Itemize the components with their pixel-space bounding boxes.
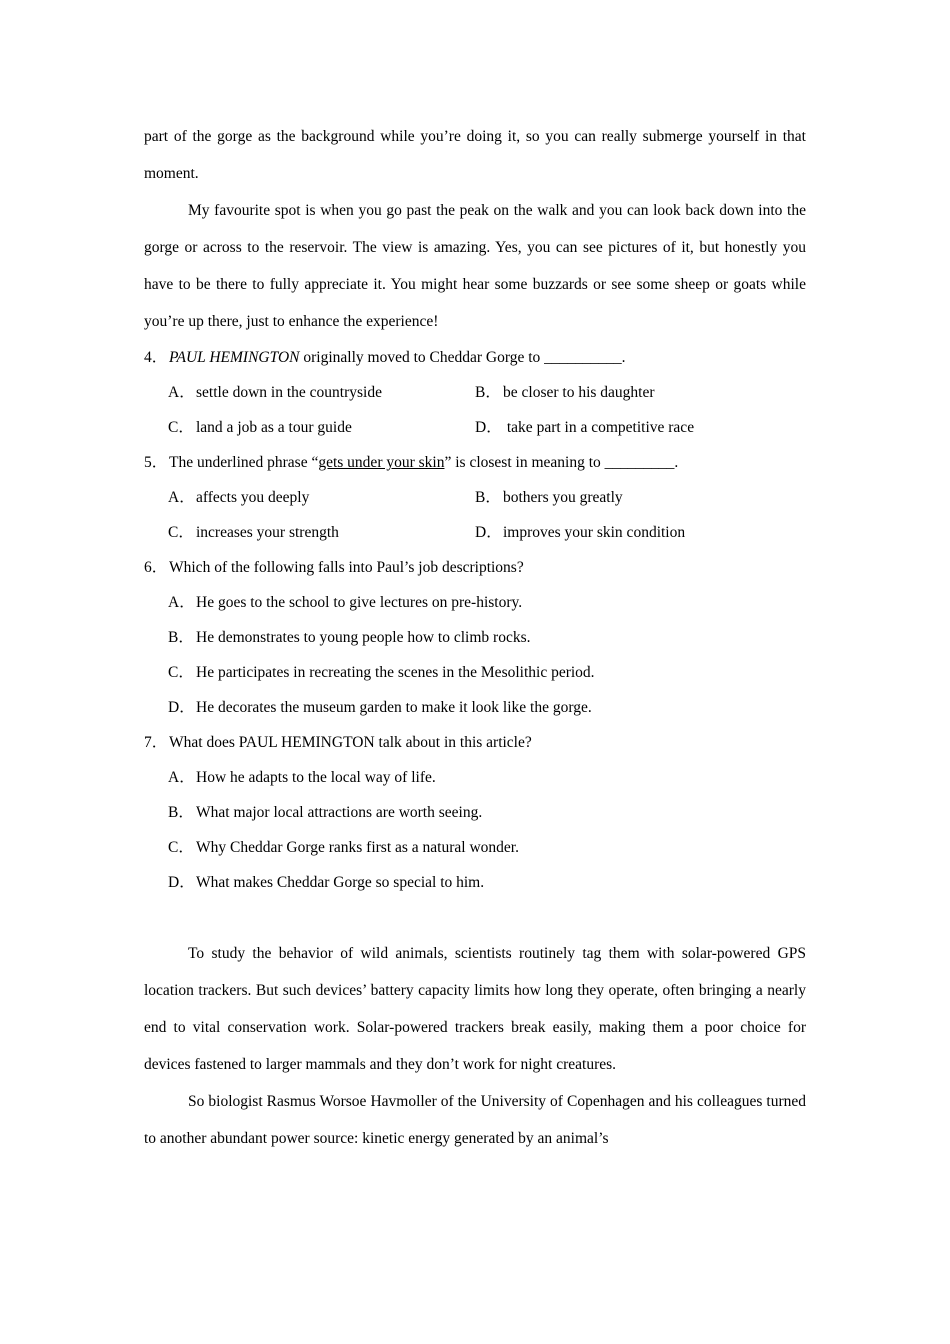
document-page	[144, 118, 806, 1157]
question-number: 5．	[144, 454, 168, 471]
section-gap	[144, 900, 806, 935]
question-stem-name: PAUL HEMINGTON	[169, 349, 300, 366]
question-number: 7．	[144, 734, 168, 751]
question-stem: originally moved to Cheddar Gorge to __________.	[299, 349, 626, 366]
option-a[interactable]: A．settle down in the countryside	[168, 384, 382, 401]
question-number: 4．	[144, 349, 168, 366]
option-row	[144, 375, 806, 410]
option-row	[144, 515, 806, 550]
option-row	[144, 480, 806, 515]
option-b[interactable]: B． be closer to his daughter	[475, 384, 655, 401]
option-c[interactable]: C． increases your strength	[168, 524, 339, 541]
option-c[interactable]: C． land a job as a tour guide	[168, 419, 352, 436]
option-a[interactable]: A．He goes to the school to give lectures on pre-history.	[168, 594, 523, 611]
question-6	[144, 550, 806, 585]
option-b[interactable]: B． What major local attractions are worth seeing.	[168, 804, 483, 821]
option-d[interactable]: D． take part in a competitive race	[475, 419, 695, 436]
option-b[interactable]: B． bothers you greatly	[475, 489, 623, 506]
question-number: 6．	[144, 559, 168, 576]
underlined-phrase: gets under your skin	[318, 454, 445, 471]
passage-paragraph: part of the gorge as the background while you’re doing it, so you can really submerge yourself in that moment.	[144, 128, 806, 182]
option-d[interactable]: D．What makes Cheddar Gorge so special to him.	[168, 874, 485, 891]
question-5: 5． The underlined phrase “gets under your skin” is closest in meaning to _________.	[144, 445, 806, 480]
passage-paragraph: So biologist Rasmus Worsoe Havmoller of the University of Copenhagen and his colleagues turned to another abundant power source: kinetic energy generated by an animal’s	[144, 1093, 806, 1147]
option-d[interactable]: D．improves your skin condition	[475, 524, 686, 541]
option-b[interactable]: B． He demonstrates to young people how to climb rocks.	[168, 629, 531, 646]
question-7	[144, 725, 806, 760]
option-d[interactable]: D．He decorates the museum garden to make it look like the gorge.	[168, 699, 592, 716]
passage-paragraph: My favourite spot is when you go past the peak on the walk and you can look back down into the gorge or across to the reservoir. The view is amazing. Yes, you can see pictures of it, but honestly you have to be there to fully appreciate it. You might hear some buzzards or see some sheep or goats while you’re up there, just to enhance the experience!	[144, 202, 806, 330]
question-stem: Which of the following falls into Paul’s job descriptions?	[169, 559, 524, 576]
question-4	[144, 340, 806, 375]
question-stem: What does PAUL HEMINGTON talk about in this article?	[169, 734, 532, 751]
option-c[interactable]: C． He participates in recreating the scenes in the Mesolithic period.	[168, 664, 595, 681]
option-c[interactable]: C． Why Cheddar Gorge ranks first as a natural wonder.	[168, 839, 519, 856]
option-row	[144, 410, 806, 445]
option-a[interactable]: A．How he adapts to the local way of life.	[168, 769, 436, 786]
passage-paragraph: To study the behavior of wild animals, scientists routinely tag them with solar-powered GPS location trackers. But such devices’ battery capacity limits how long they operate, often bringing a nearly end to vital conservation work. Solar-powered trackers break easily, making them a poor choice for devices fastened to larger mammals and they don’t work for night creatures.	[144, 945, 806, 1073]
option-a[interactable]: A．affects you deeply	[168, 489, 310, 506]
